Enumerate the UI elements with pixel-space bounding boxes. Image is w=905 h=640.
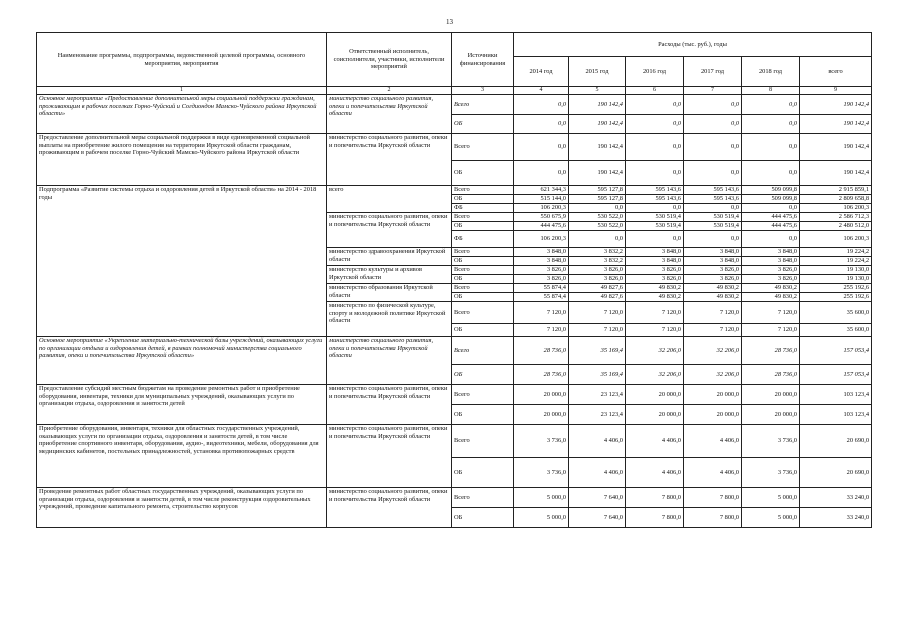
value-cell: 0,0: [626, 115, 684, 134]
value-cell: 0,0: [569, 204, 626, 213]
value-cell: 106 200,3: [514, 231, 569, 248]
table-row: [37, 95, 872, 115]
value-cell: 28 736,0: [742, 337, 800, 365]
value-cell: 3 848,0: [684, 257, 742, 266]
funding-source: Всего: [452, 284, 514, 293]
value-cell: 530 519,4: [684, 222, 742, 231]
value-cell: 19 130,0: [800, 275, 872, 284]
column-index: 7: [684, 87, 742, 95]
activity-name: Предоставление дополнительной меры социальной поддержки в виде единовременной социальной выплаты на приобретение жилого помещения на территории Иркутской области гражданам, проживающим в рабочем поселке Горно-Чуйский Мамско-Чуйского района Иркутской области: [37, 134, 327, 186]
value-cell: 190 142,4: [800, 134, 872, 161]
column-index: 1: [37, 87, 327, 95]
value-cell: 190 142,4: [569, 115, 626, 134]
value-cell: 3 826,0: [742, 275, 800, 284]
table-row: [37, 337, 872, 365]
value-cell: 55 874,4: [514, 293, 569, 302]
value-cell: 3 736,0: [742, 458, 800, 488]
value-cell: 7 800,0: [626, 508, 684, 528]
value-cell: 550 675,9: [514, 213, 569, 222]
value-cell: 444 475,6: [742, 222, 800, 231]
value-cell: 4 406,0: [626, 458, 684, 488]
value-cell: 20 000,0: [684, 385, 742, 405]
value-cell: 19 224,2: [800, 248, 872, 257]
executor: министерство социального развития, опеки и попечительства Иркутской области: [327, 134, 452, 186]
value-cell: 103 123,4: [800, 405, 872, 425]
value-cell: 0,0: [742, 231, 800, 248]
funding-source: ФБ: [452, 204, 514, 213]
value-cell: 28 736,0: [514, 337, 569, 365]
value-cell: 255 192,6: [800, 293, 872, 302]
value-cell: 49 827,6: [569, 293, 626, 302]
value-cell: 35 600,0: [800, 302, 872, 324]
value-cell: 530 522,0: [569, 222, 626, 231]
value-cell: 23 123,4: [569, 385, 626, 405]
value-cell: 35 600,0: [800, 324, 872, 337]
value-cell: 0,0: [684, 134, 742, 161]
funding-source: ОБ: [452, 115, 514, 134]
table-row: [37, 134, 872, 161]
value-cell: 33 240,0: [800, 508, 872, 528]
value-cell: 5 000,0: [742, 488, 800, 508]
value-cell: 28 736,0: [514, 365, 569, 385]
funding-source: ФБ: [452, 231, 514, 248]
value-cell: 49 830,2: [626, 293, 684, 302]
executor: всего: [327, 186, 452, 213]
header-year: 2017 год: [684, 57, 742, 87]
funding-source: ОБ: [452, 222, 514, 231]
column-index: 3: [452, 87, 514, 95]
funding-source: Всего: [452, 488, 514, 508]
value-cell: 3 826,0: [569, 275, 626, 284]
expenditure-table: [36, 32, 872, 528]
value-cell: 509 099,8: [742, 195, 800, 204]
value-cell: 0,0: [684, 231, 742, 248]
value-cell: 595 143,6: [684, 186, 742, 195]
header-year: всего: [800, 57, 872, 87]
value-cell: 7 120,0: [514, 324, 569, 337]
value-cell: 0,0: [514, 134, 569, 161]
value-cell: 3 848,0: [626, 248, 684, 257]
executor: министерство по физической культуре, спорту и молодежной политике Иркутской области: [327, 302, 452, 337]
value-cell: 49 830,2: [626, 284, 684, 293]
value-cell: 2 480 512,0: [800, 222, 872, 231]
page-number: 13: [446, 18, 453, 26]
value-cell: 3 832,2: [569, 248, 626, 257]
value-cell: 595 143,6: [684, 195, 742, 204]
value-cell: 0,0: [684, 95, 742, 115]
value-cell: 7 640,0: [569, 508, 626, 528]
funding-source: ОБ: [452, 257, 514, 266]
value-cell: 49 827,6: [569, 284, 626, 293]
value-cell: 19 224,2: [800, 257, 872, 266]
value-cell: 28 736,0: [742, 365, 800, 385]
value-cell: 3 848,0: [684, 248, 742, 257]
value-cell: 3 826,0: [684, 275, 742, 284]
value-cell: 3 736,0: [514, 425, 569, 458]
value-cell: 2 915 859,1: [800, 186, 872, 195]
header-year: 2015 год: [569, 57, 626, 87]
value-cell: 0,0: [742, 95, 800, 115]
value-cell: 106 200,3: [800, 231, 872, 248]
value-cell: 32 206,0: [684, 365, 742, 385]
value-cell: 7 120,0: [684, 324, 742, 337]
funding-source: Всего: [452, 266, 514, 275]
value-cell: 7 800,0: [626, 488, 684, 508]
table-row: [37, 186, 872, 195]
value-cell: 106 200,3: [800, 204, 872, 213]
value-cell: 3 736,0: [742, 425, 800, 458]
value-cell: 0,0: [514, 161, 569, 186]
column-index: 6: [626, 87, 684, 95]
value-cell: 530 519,4: [684, 213, 742, 222]
value-cell: 7 800,0: [684, 488, 742, 508]
header-name: Наименование программы, подпрограммы, ведомственной целевой программы, основного мероприятия, мероприятия: [37, 33, 327, 87]
value-cell: 595 127,8: [569, 195, 626, 204]
value-cell: 0,0: [626, 204, 684, 213]
value-cell: 3 826,0: [514, 266, 569, 275]
value-cell: 0,0: [626, 161, 684, 186]
table-row: [37, 425, 872, 458]
value-cell: 7 120,0: [742, 324, 800, 337]
value-cell: 32 206,0: [626, 365, 684, 385]
funding-source: Всего: [452, 186, 514, 195]
value-cell: 530 519,4: [626, 222, 684, 231]
value-cell: 3 826,0: [626, 275, 684, 284]
value-cell: 49 830,2: [742, 293, 800, 302]
activity-name: Приобретение оборудования, инвентаря, техники для областных государственных учреждений, оказывающих услуги по организации отдыха, оздоровления и занятости детей, в том числе приобретение спортивного инвентаря, оборудования, аудио-, видеотехники, мебели, оборудования для медицинских кабинетов, постельных принадлежностей, установка противопожарных средств: [37, 425, 327, 488]
funding-source: ОБ: [452, 458, 514, 488]
value-cell: 4 406,0: [569, 458, 626, 488]
value-cell: 3 826,0: [514, 275, 569, 284]
value-cell: 2 809 658,8: [800, 195, 872, 204]
header-executor: Ответственный исполнитель, соисполнители, участники, исполнители мероприятий: [327, 33, 452, 87]
funding-source: Всего: [452, 385, 514, 405]
value-cell: 255 192,6: [800, 284, 872, 293]
activity-name: Основное мероприятие «Предоставление дополнительной меры социальной поддержки гражданам, проживающим в рабочих поселках Горно-Чуйский и Согдиондон Мамско-Чуйского района Иркутской области»: [37, 95, 327, 134]
column-index: 4: [514, 87, 569, 95]
executor: министерство социального развития, опеки и попечительства Иркутской области: [327, 95, 452, 134]
funding-source: Всего: [452, 248, 514, 257]
value-cell: 7 120,0: [569, 324, 626, 337]
value-cell: 106 200,3: [514, 204, 569, 213]
value-cell: 190 142,4: [569, 95, 626, 115]
value-cell: 0,0: [684, 161, 742, 186]
value-cell: 5 000,0: [514, 508, 569, 528]
value-cell: 190 142,4: [800, 115, 872, 134]
value-cell: 3 736,0: [514, 458, 569, 488]
header-year: 2018 год: [742, 57, 800, 87]
executor: министерство социального развития, опеки и попечительства Иркутской области: [327, 213, 452, 248]
funding-source: Всего: [452, 95, 514, 115]
funding-source: ОБ: [452, 275, 514, 284]
value-cell: 0,0: [742, 204, 800, 213]
value-cell: 0,0: [684, 204, 742, 213]
value-cell: 55 874,4: [514, 284, 569, 293]
funding-source: Всего: [452, 213, 514, 222]
value-cell: 190 142,4: [800, 95, 872, 115]
value-cell: 595 127,8: [569, 186, 626, 195]
funding-source: Всего: [452, 302, 514, 324]
column-index: 5: [569, 87, 626, 95]
column-index: 9: [800, 87, 872, 95]
value-cell: 444 475,6: [742, 213, 800, 222]
activity-name: Предоставление субсидий местным бюджетам на проведение ремонтных работ и приобретение оборудования, инвентаря, техники для муниципальных учреждений, оказывающих услуги по организации отдыха, оздоровления и занятости детей: [37, 385, 327, 425]
value-cell: 20 000,0: [742, 385, 800, 405]
value-cell: 35 169,4: [569, 365, 626, 385]
value-cell: 444 475,6: [514, 222, 569, 231]
value-cell: 3 832,2: [569, 257, 626, 266]
value-cell: 0,0: [742, 115, 800, 134]
header-source: Источники финансирования: [452, 33, 514, 87]
value-cell: 595 143,6: [626, 195, 684, 204]
funding-source: Всего: [452, 134, 514, 161]
funding-source: ОБ: [452, 405, 514, 425]
header-expenses: Расходы (тыс. руб.), годы: [514, 33, 872, 57]
funding-source: Всего: [452, 425, 514, 458]
value-cell: 20 000,0: [626, 405, 684, 425]
value-cell: 0,0: [514, 115, 569, 134]
value-cell: 190 142,4: [569, 134, 626, 161]
value-cell: 3 826,0: [626, 266, 684, 275]
value-cell: 0,0: [626, 95, 684, 115]
value-cell: 3 848,0: [742, 248, 800, 257]
value-cell: 190 142,4: [800, 161, 872, 186]
funding-source: ОБ: [452, 293, 514, 302]
subprogram-name: Подпрограмма «Развитие системы отдыха и оздоровления детей в Иркутской области» на 2014 - 2018 годы: [37, 186, 327, 337]
value-cell: 621 344,3: [514, 186, 569, 195]
executor: министерство социального развития, опеки и попечительства Иркутской области: [327, 425, 452, 488]
value-cell: 7 640,0: [569, 488, 626, 508]
funding-source: ОБ: [452, 365, 514, 385]
value-cell: 0,0: [626, 134, 684, 161]
value-cell: 3 848,0: [626, 257, 684, 266]
executor: министерство здравоохранения Иркутской области: [327, 248, 452, 266]
value-cell: 3 826,0: [569, 266, 626, 275]
header-year: 2016 год: [626, 57, 684, 87]
executor: министерство культуры и архивов Иркутской области: [327, 266, 452, 284]
value-cell: 49 830,2: [684, 284, 742, 293]
value-cell: 4 406,0: [569, 425, 626, 458]
value-cell: 20 690,0: [800, 458, 872, 488]
funding-source: ОБ: [452, 508, 514, 528]
value-cell: 3 848,0: [514, 257, 569, 266]
value-cell: 5 000,0: [514, 488, 569, 508]
value-cell: 2 586 712,3: [800, 213, 872, 222]
executor: министерство социального развития, опеки и попечительства Иркутской области: [327, 488, 452, 528]
value-cell: 49 830,2: [742, 284, 800, 293]
value-cell: 0,0: [684, 115, 742, 134]
value-cell: 530 522,0: [569, 213, 626, 222]
funding-source: Всего: [452, 337, 514, 365]
funding-source: ОБ: [452, 324, 514, 337]
funding-source: ОБ: [452, 161, 514, 186]
value-cell: 0,0: [742, 161, 800, 186]
value-cell: 7 120,0: [514, 302, 569, 324]
value-cell: 3 826,0: [742, 266, 800, 275]
value-cell: 7 120,0: [742, 302, 800, 324]
value-cell: 32 206,0: [684, 337, 742, 365]
value-cell: 7 120,0: [684, 302, 742, 324]
value-cell: 530 519,4: [626, 213, 684, 222]
column-index: 2: [327, 87, 452, 95]
value-cell: 7 120,0: [626, 302, 684, 324]
value-cell: 5 000,0: [742, 508, 800, 528]
table-row: [37, 385, 872, 405]
value-cell: 23 123,4: [569, 405, 626, 425]
value-cell: 7 120,0: [569, 302, 626, 324]
column-index: 8: [742, 87, 800, 95]
value-cell: 20 000,0: [742, 405, 800, 425]
value-cell: 49 830,2: [684, 293, 742, 302]
value-cell: 20 690,0: [800, 425, 872, 458]
value-cell: 33 240,0: [800, 488, 872, 508]
value-cell: 0,0: [514, 95, 569, 115]
value-cell: 157 053,4: [800, 365, 872, 385]
value-cell: 4 406,0: [626, 425, 684, 458]
value-cell: 35 169,4: [569, 337, 626, 365]
activity-name: Основное мероприятие «Укрепление материально-технической базы учреждений, оказывающих услуги по организации отдыха и оздоровления детей, в рамках полномочий министерства социального развития, опеки и попечительства Иркутской области»: [37, 337, 327, 385]
value-cell: 19 130,0: [800, 266, 872, 275]
executor: министерство социального развития, опеки и попечительства Иркутской области: [327, 337, 452, 385]
value-cell: 0,0: [742, 134, 800, 161]
value-cell: 7 800,0: [684, 508, 742, 528]
value-cell: 20 000,0: [514, 405, 569, 425]
activity-name: Проведение ремонтных работ областных государственных учреждений, оказывающих услуги по организации отдыха, оздоровления и занятости детей, в том числе реконструкция оздоровительных учреждений, проведение капитального ремонта, строительство корпусов: [37, 488, 327, 528]
value-cell: 4 406,0: [684, 458, 742, 488]
header-year: 2014 год: [514, 57, 569, 87]
value-cell: 3 848,0: [742, 257, 800, 266]
value-cell: 0,0: [626, 231, 684, 248]
value-cell: 190 142,4: [569, 161, 626, 186]
value-cell: 0,0: [569, 231, 626, 248]
value-cell: 32 206,0: [626, 337, 684, 365]
value-cell: 20 000,0: [684, 405, 742, 425]
value-cell: 509 099,8: [742, 186, 800, 195]
value-cell: 3 826,0: [684, 266, 742, 275]
executor: министерство социального развития, опеки и попечительства Иркутской области: [327, 385, 452, 425]
value-cell: 103 123,4: [800, 385, 872, 405]
value-cell: 7 120,0: [626, 324, 684, 337]
value-cell: 20 000,0: [626, 385, 684, 405]
table-row: [37, 488, 872, 508]
executor: министерство образования Иркутской области: [327, 284, 452, 302]
value-cell: 4 406,0: [684, 425, 742, 458]
value-cell: 515 144,0: [514, 195, 569, 204]
value-cell: 157 053,4: [800, 337, 872, 365]
value-cell: 595 143,6: [626, 186, 684, 195]
value-cell: 20 000,0: [514, 385, 569, 405]
value-cell: 3 848,0: [514, 248, 569, 257]
funding-source: ОБ: [452, 195, 514, 204]
